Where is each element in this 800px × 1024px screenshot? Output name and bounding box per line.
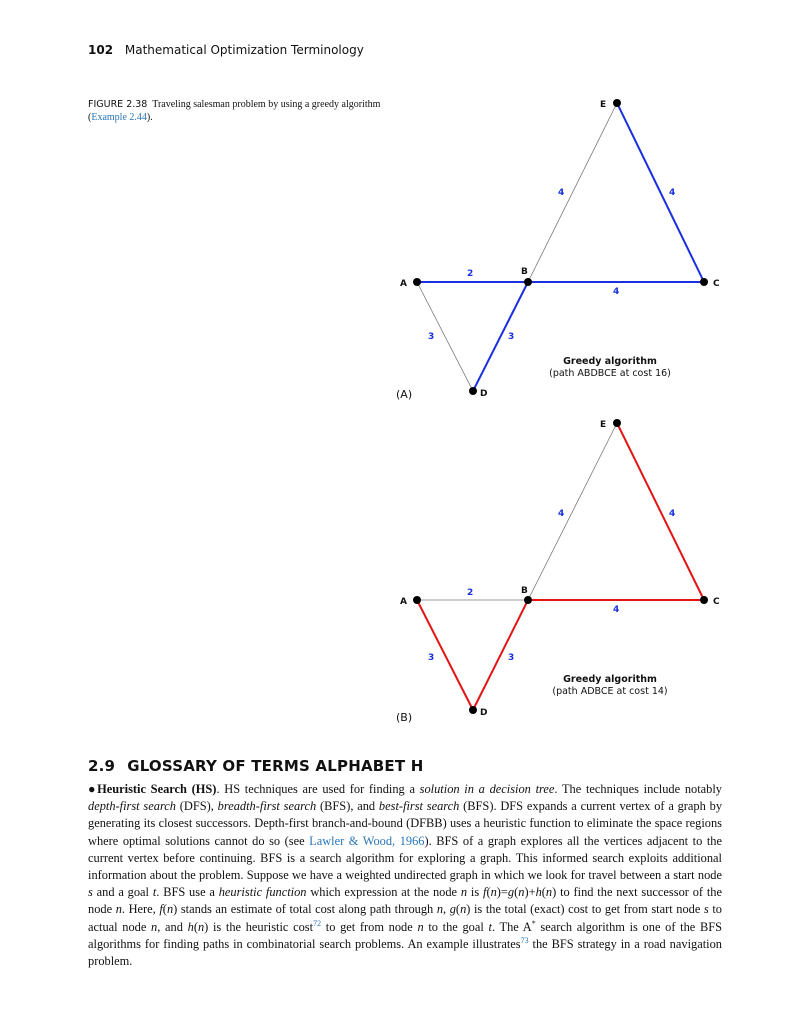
text-run: n	[436, 902, 444, 917]
text-run: . HS techniques are used for finding a	[216, 782, 420, 796]
text-run: ) to find the next successor of the node	[88, 885, 722, 917]
figure-label: FIGURE 2.38	[88, 99, 148, 110]
text-run: . The A	[491, 919, 532, 934]
node-label-e-b: E	[600, 420, 607, 430]
weight-ab: 2	[467, 269, 474, 279]
text-run: (	[193, 919, 198, 934]
text-run: . The techniques include notably	[554, 782, 722, 796]
text-run: to the goal	[423, 919, 489, 934]
weight-bd: 3	[508, 332, 515, 342]
legend-title-b: Greedy algorithm	[563, 674, 657, 685]
text-run: depth-first search	[88, 799, 176, 814]
glossary-term: Heuristic Search (HS)	[97, 782, 217, 796]
node-a	[413, 278, 421, 286]
section-title: GLOSSARY OF TERMS ALPHABET H	[127, 757, 424, 775]
text-run: s	[703, 902, 709, 917]
page-number: 102	[88, 43, 114, 57]
edge-ad	[417, 282, 473, 391]
text-run: )+	[524, 885, 536, 900]
text-run: h	[187, 919, 194, 934]
text-run: is	[467, 885, 483, 900]
node-label-b: B	[521, 267, 528, 277]
weight-be: 4	[558, 188, 565, 198]
text-run: t	[488, 919, 492, 934]
weight-ec-b: 4	[669, 509, 676, 519]
text-run: n	[545, 885, 553, 900]
text-run: (	[541, 885, 546, 900]
section-heading	[88, 757, 423, 775]
edge-be	[528, 103, 617, 282]
text-run: heuristic function	[218, 885, 307, 900]
text-run: to actual node	[88, 902, 722, 934]
text-run: search algorithm is one of the BFS algorithms for finding paths in combinatorial search problems. An example illustrates	[88, 919, 723, 951]
node-d-b	[469, 706, 477, 714]
text-run: n	[417, 919, 424, 934]
text-run: ,	[443, 902, 450, 917]
text-run: breadth-first search	[217, 799, 317, 814]
text-run: ) is the heuristic cost	[204, 919, 314, 934]
text-run: the BFS strategy in a road navigation problem.	[88, 936, 722, 969]
legend-sub-b: (path ADBCE at cost 14)	[552, 686, 668, 697]
edge-be-b	[528, 423, 617, 600]
running-title: Mathematical Optimization Terminology	[124, 43, 364, 57]
node-label-a: A	[400, 279, 407, 289]
weight-ab-b: 2	[467, 588, 474, 598]
text-run: (	[486, 885, 491, 900]
node-label-c: C	[713, 279, 720, 289]
weight-bd-b: 3	[508, 653, 515, 663]
a-star-superscript: *	[531, 918, 536, 928]
text-run: n	[460, 902, 467, 917]
text-run: ) stands an estimate of total cost along path through	[173, 902, 437, 917]
node-label-e: E	[600, 100, 607, 110]
panel-b	[396, 419, 720, 724]
text-run: ) is the total (exact) cost to get from start node	[466, 902, 704, 917]
node-e-b	[613, 419, 621, 427]
text-run: . BFS use a	[156, 885, 219, 900]
caption-end: ).	[146, 112, 153, 123]
edge-bd-b	[473, 600, 528, 710]
weight-bc: 4	[613, 287, 620, 297]
edge-bd	[473, 282, 528, 391]
section-number: 2.9	[88, 757, 116, 775]
panel-a	[396, 99, 720, 401]
panel-label-b: (B)	[396, 711, 413, 724]
text-run: n	[460, 885, 468, 900]
text-run: (BFS). DFS expands a current vertex of a graph by generating its closest successors. Depth-first branch-and-bound (DFBB) uses a heuristic function to eliminate the space regions where optimal solutions cannot do so (see	[88, 799, 723, 848]
text-run: n	[197, 919, 205, 934]
text-run: f	[159, 902, 163, 917]
text-run: which expression at the node	[306, 885, 461, 900]
text-run: )=	[496, 885, 508, 900]
node-label-a-b: A	[400, 597, 407, 607]
text-run: (BFS), and	[316, 799, 379, 814]
text-run: f	[482, 885, 487, 900]
text-run: ). BFS of a graph explores all the vertices adjacent to the current vertex before continuing. BFS is a search algorithm for exploring a graph. This informed search exploits additional information about the problem. Suppose we have a weighted undirected graph in which we look for travel between a start node	[88, 833, 722, 883]
node-c-b	[700, 596, 708, 604]
legend-title-a: Greedy algorithm	[563, 356, 657, 367]
node-d	[469, 387, 477, 395]
footnote-73[interactable]: 73	[520, 935, 529, 945]
weight-be-b: 4	[558, 509, 565, 519]
text-run: to get from node	[321, 919, 418, 934]
node-label-d-b: D	[480, 708, 488, 718]
weight-ad: 3	[428, 332, 435, 342]
caption-text: Traveling salesman problem by using a greedy algorithm (	[88, 99, 381, 123]
text-run: n	[115, 902, 122, 917]
text-run: n	[166, 902, 174, 917]
node-label-b-b: B	[521, 586, 528, 596]
text-run: and a goal	[92, 885, 153, 900]
node-b	[524, 278, 532, 286]
text-run: (	[514, 885, 519, 900]
citation-link[interactable]: Lawler & Wood, 1966	[309, 833, 425, 848]
text-run: . Here,	[121, 902, 160, 917]
edge-ad-b	[417, 600, 473, 710]
text-run: (DFS),	[176, 799, 218, 814]
text-run: g	[507, 885, 515, 900]
weight-bc-b: 4	[613, 605, 620, 615]
example-link[interactable]: Example 2.44	[91, 112, 147, 123]
text-run: t	[152, 885, 157, 900]
glossary-paragraph	[88, 781, 722, 970]
text-run: best-first search	[378, 799, 460, 814]
node-label-c-b: C	[713, 597, 720, 607]
node-b-b	[524, 596, 532, 604]
text-run: g	[449, 902, 456, 917]
text-run: , and	[157, 919, 188, 934]
bullet: ●	[88, 782, 98, 796]
edge-ec-b	[617, 423, 704, 600]
text-run: h	[535, 885, 542, 900]
footnote-72[interactable]: 72	[313, 918, 322, 928]
edge-ec	[617, 103, 704, 282]
weight-ec: 4	[669, 188, 676, 198]
text-run: n	[151, 919, 158, 934]
text-run: n	[490, 885, 497, 900]
text-run: solution in a decision tree	[419, 782, 555, 796]
text-run: (	[162, 902, 167, 917]
panel-label-a: (A)	[396, 388, 413, 401]
node-label-d: D	[480, 389, 488, 399]
text-run: s	[88, 885, 93, 900]
node-c	[700, 278, 708, 286]
text-run: n	[518, 885, 525, 900]
node-a-b	[413, 596, 421, 604]
legend-sub-a: (path ABDBCE at cost 16)	[549, 368, 671, 379]
node-e	[613, 99, 621, 107]
text-run: (	[455, 902, 461, 917]
weight-ad-b: 3	[428, 653, 435, 663]
